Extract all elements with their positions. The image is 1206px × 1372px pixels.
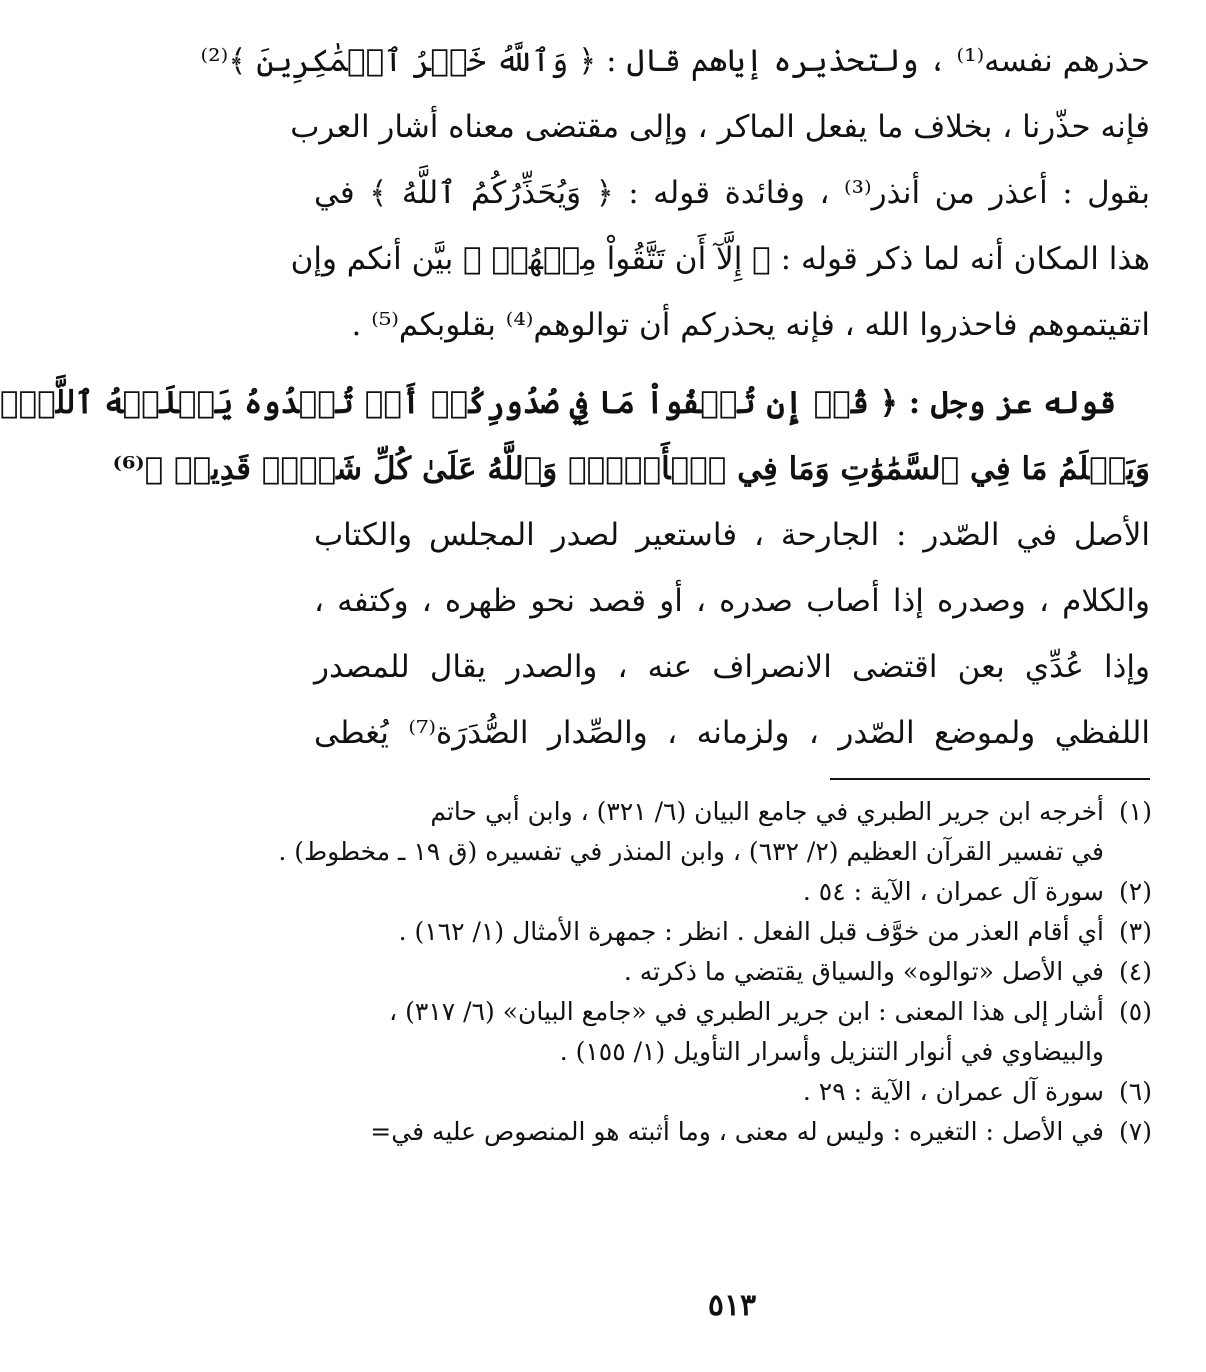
footnote (314, 1072, 1152, 1112)
text-line: اتقيتموهم فاحذروا الله ، فإنه يحذركم أن توالوهم⁽⁴⁾ بقلوبكم⁽⁵⁾ . (351, 307, 1150, 343)
quran-verse-line: قوله عز وجل : ﴿ قُلۡ إِن تُخۡفُواْ مَا فِي صُدُورِكُمۡ أَوۡ تُبۡدُوهُ يَعۡلَمۡهُ ٱللَّهُۗ (0, 385, 1116, 421)
footnote-continuation (314, 1032, 1152, 1072)
footnote (314, 872, 1152, 912)
text-line: الأصل في الصّدر : الجارحة ، فاستعير لصدر المجلس والكتاب (314, 517, 1150, 553)
footnote-separator (830, 778, 1150, 780)
footnote-number: (٣) (1119, 917, 1152, 946)
footnote-number: (٢) (1119, 877, 1152, 906)
footnote-text: سورة آل عمران ، الآية : ٢٩ . (802, 1077, 1104, 1106)
text-line: فإنه حذّرنا ، بخلاف ما يفعل الماكر ، وإلى مقتضى معناه أشار العرب (290, 109, 1150, 145)
text-line: اللفظي ولموضع الصّدر ، ولزمانه ، والصِّدار الصُّدَرَة⁽⁷⁾ يُغطى (314, 715, 1150, 751)
footnotes (278, 792, 1152, 1152)
footnote-text: أي أقام العذر من خوَّف قبل الفعل . انظر : جمهرة الأمثال (١/ ١٦٢) . (398, 917, 1104, 946)
footnote-number-spacer (1104, 832, 1152, 872)
footnote-number: (١) (1119, 797, 1152, 826)
footnote (314, 1112, 1152, 1152)
quran-verse-line: وَيَعۡلَمُ مَا فِي ٱلسَّمَٰوَٰتِ وَمَا فِي ٱلۡأَرۡضِۗ وَٱللَّهُ عَلَىٰ كُلِّ شَيۡءٖ قَدِيرٞ ﴾⁽⁶⁾ (112, 451, 1150, 487)
footnote-number: (٦) (1119, 1077, 1152, 1106)
paragraph (0, 370, 1150, 766)
footnote-text: سورة آل عمران ، الآية : ٥٤ . (802, 877, 1104, 906)
footnote (314, 992, 1152, 1032)
footnote-text: والبيضاوي في أنوار التنزيل وأسرار التأويل (١/ ١٥٥) . (559, 1037, 1104, 1066)
text-line: وإذا عُدِّي بعن اقتضى الانصراف عنه ، والصدر يقال للمصدر (314, 649, 1150, 685)
text-line: حذرهم نفسه⁽¹⁾ ، ولتحذيره إياهم قال : ﴿ وَٱللَّهُ خَيۡرُ ٱلۡمَٰكِرِينَ ﴾⁽²⁾ (200, 43, 1150, 79)
footnote-continuation (278, 832, 1152, 872)
footnote (314, 792, 1152, 832)
footnote-text: أخرجه ابن جرير الطبري في جامع البيان (٦/ ٣٢١) ، وابن أبي حاتم (430, 797, 1104, 826)
footnote-number: (٤) (1119, 957, 1152, 986)
page-number: ٥١٣ (707, 1288, 757, 1323)
paragraph (200, 28, 1150, 358)
footnote (314, 912, 1152, 952)
footnote-text: أشار إلى هذا المعنى : ابن جرير الطبري في «جامع البيان» (٦/ ٣١٧) ، (389, 997, 1104, 1026)
footnote-text: في الأصل : التغيره : وليس له معنى ، وما أثبته هو المنصوص عليه في= (370, 1117, 1104, 1146)
text-line: هذا المكان أنه لما ذكر قوله : ﴿ إِلَّآ أَن تَتَّقُواْ مِنۡهُمۡ ﴾ بيَّن أنكم وإن (290, 241, 1150, 277)
footnote-number: (٥) (1119, 997, 1152, 1026)
paragraph-gap (314, 358, 1150, 370)
footnote-number-spacer (1104, 1032, 1152, 1072)
footnote-text: في الأصل «توالوه» والسياق يقتضي ما ذكرته . (623, 957, 1104, 986)
text-line: والكلام ، وصدره إذا أصاب صدره ، أو قصد نحو ظهره ، وكتفه ، (314, 583, 1150, 619)
footnote-number: (٧) (1119, 1117, 1152, 1146)
main-text (0, 28, 1150, 766)
footnote (314, 952, 1152, 992)
footnote-text: في تفسير القرآن العظيم (٢/ ٦٣٢) ، وابن المنذر في تفسيره (ق ١٩ ـ مخطوط) . (278, 837, 1104, 866)
text-line: بقول : أعذر من أنذر⁽³⁾ ، وفائدة قوله : ﴿ وَيُحَذِّرُكُمُ ٱللَّهُ ﴾ في (314, 175, 1150, 211)
